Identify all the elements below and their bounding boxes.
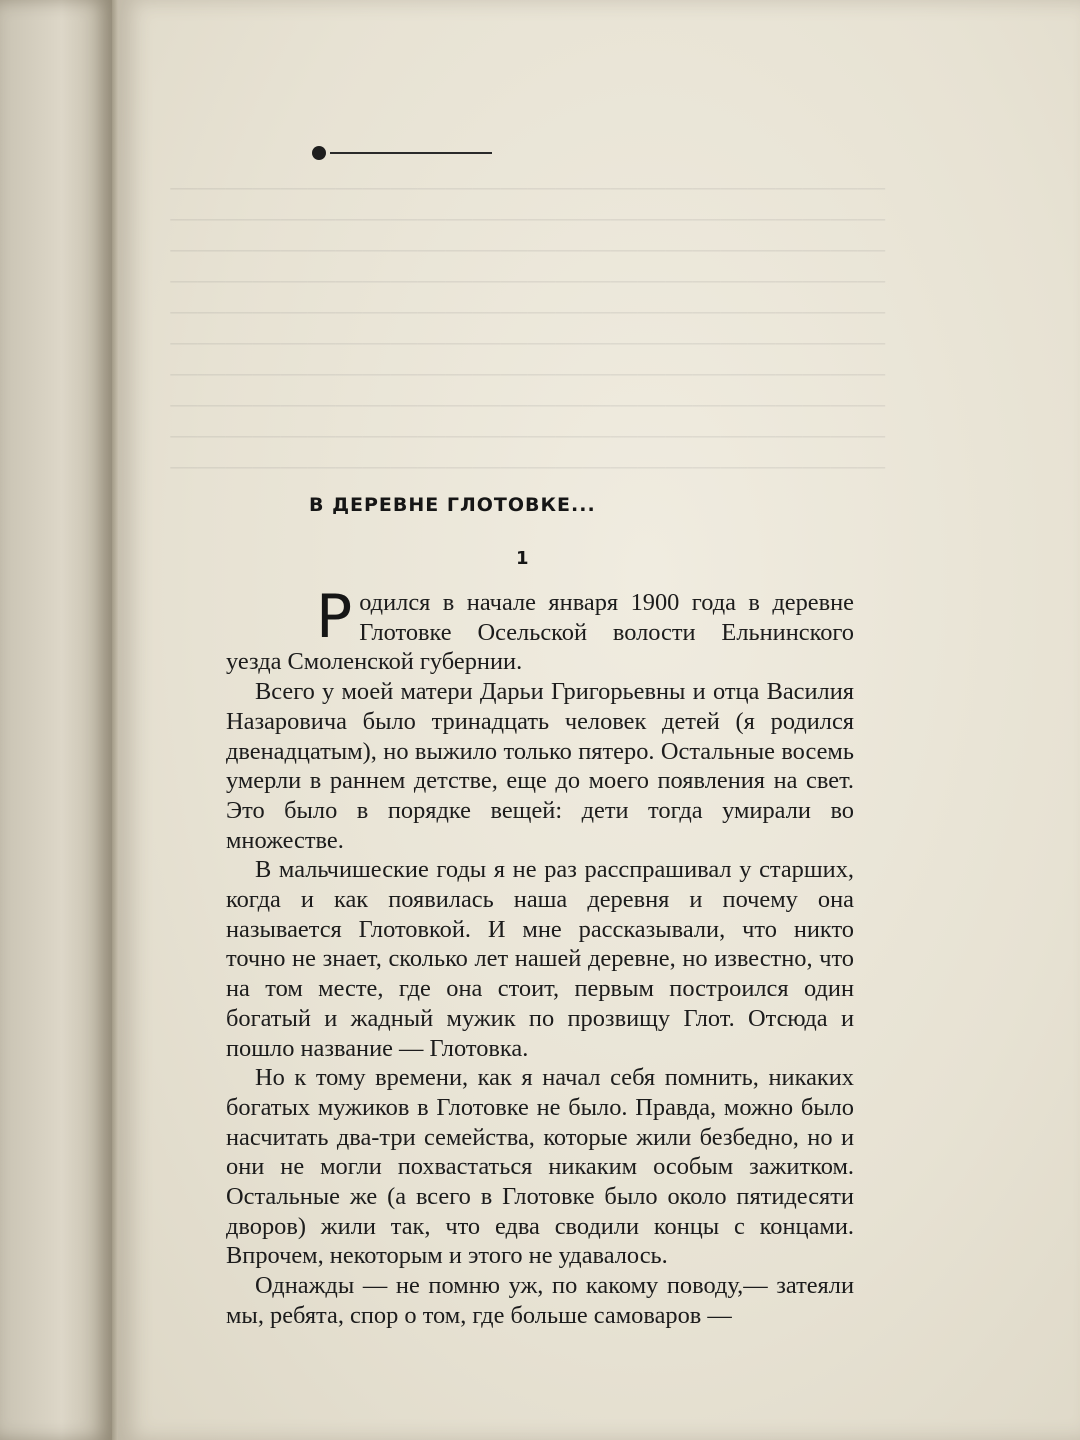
chapter-title: В ДЕРЕВНЕ ГЛОТОВКЕ...	[309, 494, 596, 516]
paragraph-1-text: одился в начале января 1900 года в деревне Глотовке Осельской волости Ельнинского уезда Смоленской губернии.	[226, 589, 854, 676]
ornament-dot	[312, 146, 326, 160]
left-page-edge	[0, 0, 112, 1440]
body-text	[226, 582, 854, 1331]
paragraph-1	[226, 582, 854, 677]
drop-cap: Р	[316, 582, 353, 652]
paragraph-3: В мальчишеские годы я не раз расспрашивал у старших, когда и как появилась наша деревня и почему она называется Глотовкой. И мне рассказывали, что никто точно не знает, сколько лет нашей деревне, но известно, что на том месте, где она стоит, первым построился один богатый и жадный мужик по прозвищу Глот. Отсюда и пошло название — Глотовка.	[226, 856, 854, 1062]
paragraph-5: Однажды — не помню уж, по какому поводу,— затеяли мы, ребята, спор о том, где больше самоваров —	[226, 1272, 854, 1329]
ornament-rule	[330, 152, 492, 154]
chapter-ornament	[312, 146, 492, 162]
paragraph-2: Всего у моей матери Дарьи Григорьевны и отца Василия Назаровича было тринадцать человек детей (я родился двенадцатым), но выжило только пятеро. Остальные восемь умерли в раннем детстве, еще до моего появления на свет. Это было в порядке вещей: дети тогда умирали во множестве.	[226, 678, 854, 854]
show-through-text: —————————————————————————— —————————————————————————— —————————————————————————— —————————————————————————— —————————————————————————— —————————————————————————— —————————————————————————— —————————————————————————— —————————————————————————— ——————————————————————————	[170, 171, 885, 480]
paragraph-4: Но к тому времени, как я начал себя помнить, никаких богатых мужиков в Глотовке не было. Правда, можно было насчитать два-три семейства, которые жили безбедно, но и они не могли похвастаться никаким особым зажитком. Остальные же (а всего в Глотовке было около пятидесяти дворов) жили так, что едва сводили концы с концами. Впрочем, некоторым и этого не удавалось.	[226, 1064, 854, 1270]
section-number: 1	[516, 548, 529, 569]
